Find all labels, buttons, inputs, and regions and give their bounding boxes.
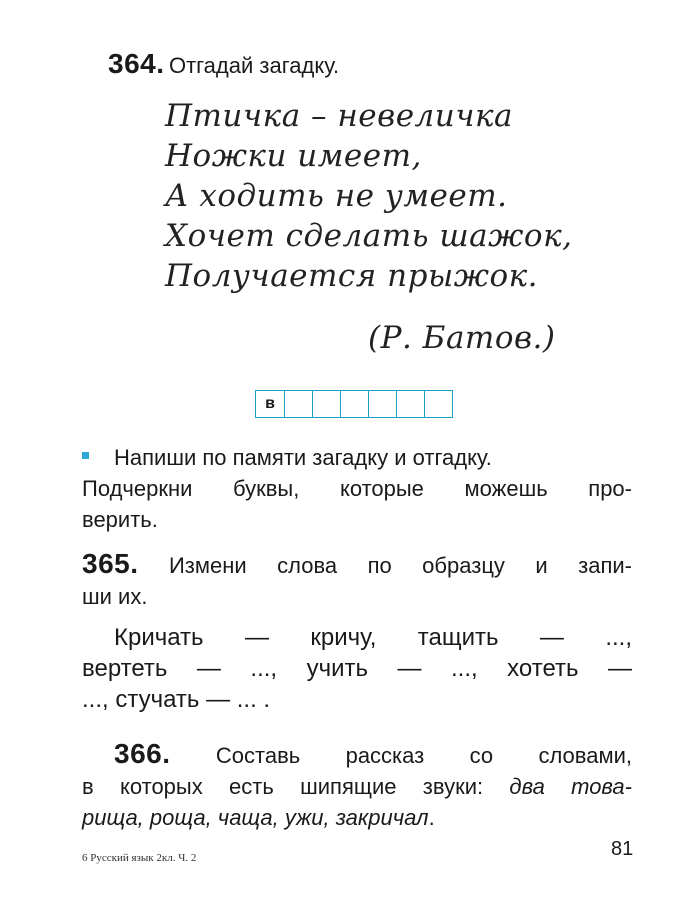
exercise-instruction: Измени слова по образцу и запи- — [168, 553, 632, 578]
riddle-poem — [165, 96, 572, 296]
exercise-instruction: Составь рассказ со словами, — [215, 743, 632, 768]
poem-line: Ножки имеет, — [165, 138, 422, 174]
exercise-number: 366. — [114, 738, 171, 769]
sentence-end: . — [428, 805, 435, 830]
exercise-366 — [82, 738, 632, 833]
poem-line: Птичка – невеличка — [165, 98, 514, 134]
riddle-answer-box[interactable] — [255, 390, 453, 418]
exercise-number: 365. — [82, 548, 139, 579]
answer-cell — [424, 391, 452, 417]
task-line: Напиши по памяти загадку и отгадку. — [114, 445, 492, 470]
poem-author: (Р. Батов.) — [368, 320, 556, 356]
example-words: два това- — [509, 774, 632, 799]
exercise-365-words — [82, 622, 632, 715]
task-line: Подчеркни буквы, которые можешь про- — [82, 476, 632, 501]
answer-cell-letter: в — [265, 395, 275, 412]
answer-cell — [312, 391, 340, 417]
exercise-364-task — [82, 442, 632, 535]
exercise-instruction: Отгадай загадку. — [168, 53, 340, 78]
words-line: Кричать — кричу, тащить — ..., — [114, 624, 632, 651]
exercise-instruction-cont: ши их. — [82, 584, 148, 609]
words-line: вертеть — ..., учить — ..., хотеть — — [82, 655, 632, 682]
page-number: 81 — [611, 838, 634, 860]
poem-line: Получается прыжок. — [165, 258, 538, 294]
exercise-number: 364. — [108, 48, 165, 79]
example-words: рища, роща, чаща, ужи, закричал — [82, 805, 429, 830]
answer-cell — [396, 391, 424, 417]
answer-cell — [340, 391, 368, 417]
exercise-text: в которых есть шипящие звуки: — [82, 774, 510, 799]
book-footer: 6 Русский язык 2кл. Ч. 2 — [82, 852, 197, 864]
words-line: ..., стучать — ... . — [82, 686, 271, 713]
exercise-364-header — [108, 48, 339, 80]
answer-cell — [368, 391, 396, 417]
poem-line: Хочет сделать шажок, — [165, 218, 573, 254]
task-line: верить. — [82, 507, 158, 532]
exercise-365-header — [82, 548, 632, 612]
poem-line: А ходить не умеет. — [165, 178, 508, 214]
answer-cell — [284, 391, 312, 417]
